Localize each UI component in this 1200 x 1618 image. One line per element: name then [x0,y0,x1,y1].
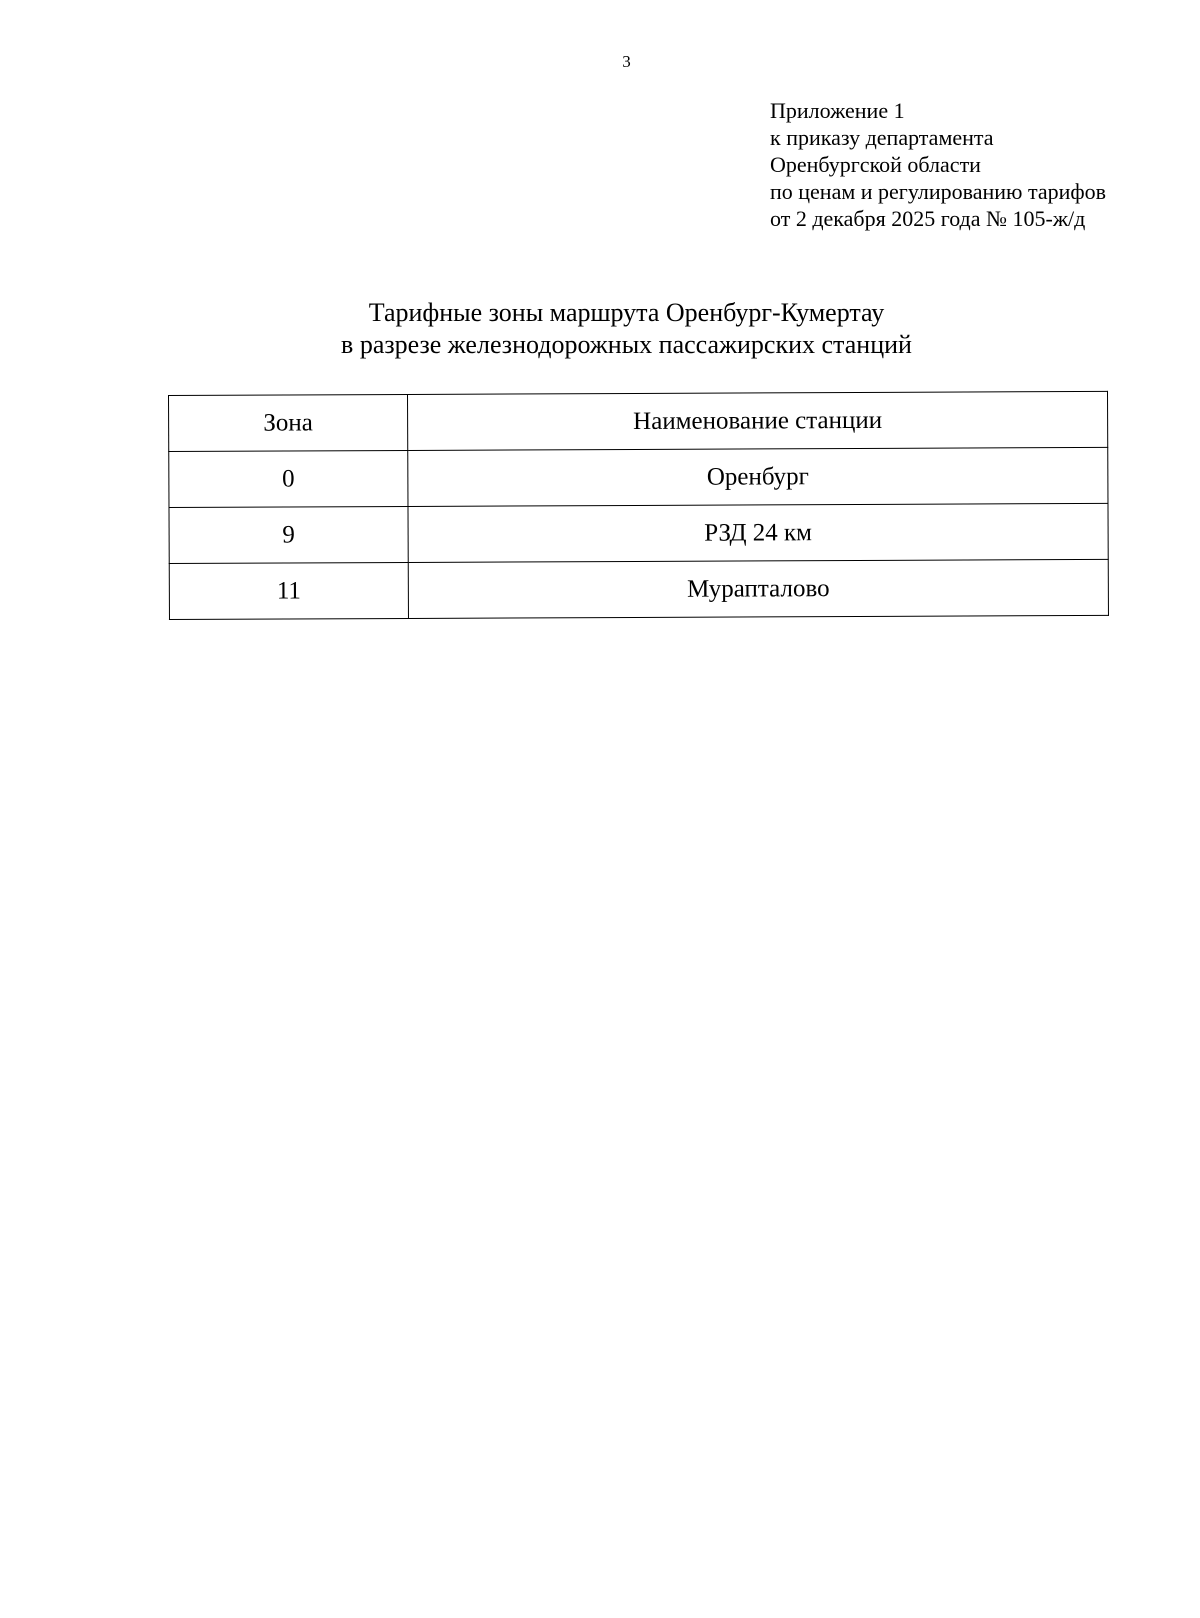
document-title [0,297,1200,361]
document-title-line-2: в разрезе железнодорожных пассажирских станций [341,330,912,359]
table-row [169,503,1108,563]
column-header-zone: Зона [169,394,408,451]
appendix-line: по ценам и регулированию тарифов [770,179,1107,204]
zone-cell: 11 [169,562,408,619]
appendix-block [770,97,1106,232]
zone-cell: 0 [169,450,408,507]
appendix-line: Оренбургской области [770,152,981,177]
appendix-line: к приказу департамента [770,125,994,150]
station-cell: Оренбург [408,447,1108,506]
column-header-station-name: Наименование станции [407,391,1107,450]
document-title-line-1: Тарифные зоны маршрута Оренбург-Кумертау [368,298,885,327]
station-cell: Мурапталово [408,559,1108,618]
appendix-line: Приложение 1 [770,98,905,123]
appendix-line: от 2 декабря 2025 года № 105-ж/д [770,206,1086,231]
station-cell: РЗД 24 км [408,503,1108,562]
page-number: 3 [622,52,631,71]
table-header-row [169,391,1108,451]
zone-cell: 9 [169,506,408,563]
tariff-zones-table [168,391,1109,620]
table-row [169,559,1108,619]
table-row [169,447,1108,507]
